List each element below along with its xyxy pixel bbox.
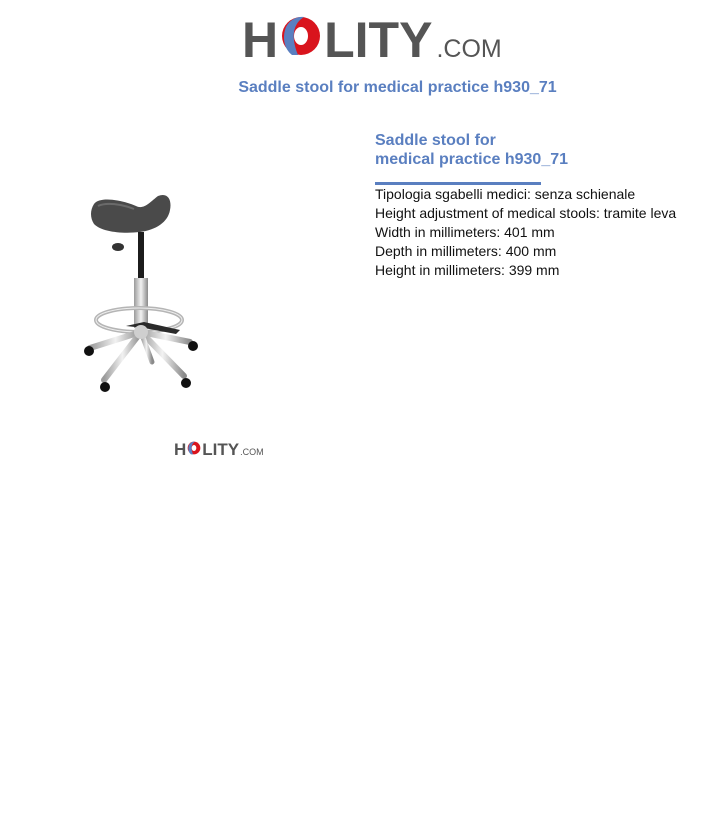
product-title — [375, 131, 705, 169]
watermark-text-h: H — [174, 440, 187, 459]
spec-item: Tipologia sgabelli medici: senza schienale — [375, 186, 636, 202]
spec-item: Width in millimeters: 401 mm — [375, 224, 555, 240]
spec-item: Height in millimeters: 399 mm — [375, 262, 560, 278]
brand-logo-text-h: H — [242, 12, 279, 68]
page-title: Saddle stool for medical practice h930_71 — [238, 79, 557, 96]
product-title-line2: medical practice h930_71 — [375, 151, 569, 168]
brand-logo-text-lity: LITY — [324, 12, 433, 68]
watermark-text-lity: LITY — [202, 440, 240, 459]
watermark-o-icon — [187, 441, 201, 455]
spec-item: Depth in millimeters: 400 mm — [375, 243, 557, 259]
spec-item: Height adjustment of medical stools: tramite leva — [375, 205, 677, 221]
spec-list — [375, 185, 715, 280]
brand-logo[interactable] — [242, 12, 502, 77]
logo-o-icon — [280, 12, 322, 54]
brand-logo-suffix: .COM — [436, 35, 502, 63]
watermark-suffix: .COM — [240, 447, 264, 457]
product-title-line1: Saddle stool for — [375, 132, 496, 149]
brand-watermark — [174, 441, 264, 461]
saddle-stool-image — [76, 190, 206, 400]
product-image — [76, 190, 206, 400]
